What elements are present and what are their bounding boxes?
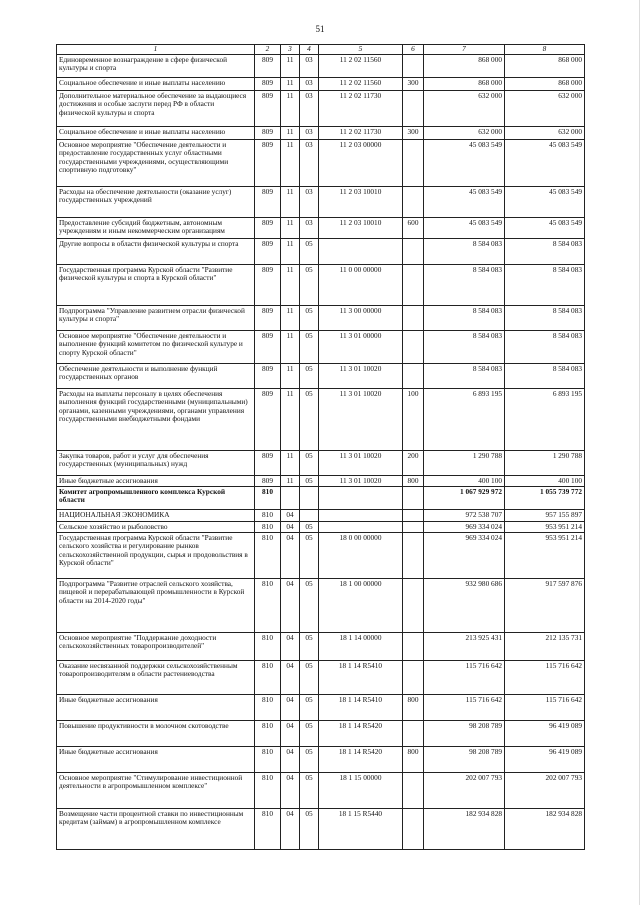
- row-amount-year-1: 182 934 828: [424, 809, 505, 850]
- table-row: [57, 331, 585, 364]
- row-amount-year-1: 1 290 788: [424, 451, 505, 476]
- row-section: 11: [281, 364, 300, 389]
- row-expense-type: [403, 809, 424, 850]
- row-amount-year-1: 1 067 929 972: [424, 487, 505, 510]
- row-expense-type: [403, 239, 424, 265]
- table-row: [57, 265, 585, 306]
- row-amount-year-2: 953 951 214: [505, 533, 585, 579]
- row-subsection: 05: [300, 389, 319, 451]
- row-amount-year-2: 1 290 788: [505, 451, 585, 476]
- row-expense-type: [403, 633, 424, 661]
- row-expense-type: 600: [403, 218, 424, 239]
- table-row: [57, 239, 585, 265]
- row-target-article: 18 1 15 00000: [319, 773, 403, 809]
- row-grbs: 810: [255, 661, 281, 695]
- column-number: 6: [403, 45, 424, 55]
- row-amount-year-2: 182 934 828: [505, 809, 585, 850]
- row-grbs: 810: [255, 510, 281, 522]
- row-grbs: 810: [255, 695, 281, 721]
- row-amount-year-1: 972 538 707: [424, 510, 505, 522]
- row-grbs: 810: [255, 522, 281, 533]
- row-subsection: 05: [300, 306, 319, 331]
- row-target-article: 11 2 02 11560: [319, 78, 403, 91]
- row-section: 11: [281, 218, 300, 239]
- row-subsection: 05: [300, 661, 319, 695]
- row-name: Основное мероприятие "Поддержание доходности сельскохозяйственных товаропроизводителей": [57, 633, 255, 661]
- row-name: Оказание несвязанной поддержки сельскохозяйственным товаропроизводителям в области растениеводства: [57, 661, 255, 695]
- row-target-article: 11 2 02 11560: [319, 55, 403, 78]
- table-row: [57, 127, 585, 140]
- row-grbs: 810: [255, 579, 281, 633]
- row-target-article: 11 2 02 11730: [319, 127, 403, 140]
- row-name: Комитет агропромышленного комплекса Курской области: [57, 487, 255, 510]
- row-section: 04: [281, 661, 300, 695]
- row-target-article: 11 3 01 10020: [319, 389, 403, 451]
- row-grbs: 810: [255, 633, 281, 661]
- row-target-article: 18 1 14 R5410: [319, 661, 403, 695]
- row-amount-year-1: 8 584 083: [424, 364, 505, 389]
- row-target-article: 18 1 14 00000: [319, 633, 403, 661]
- table-row: [57, 364, 585, 389]
- row-amount-year-2: 202 007 793: [505, 773, 585, 809]
- row-grbs: 810: [255, 487, 281, 510]
- row-target-article: 18 1 14 R5420: [319, 721, 403, 747]
- row-name: Расходы на выплаты персоналу в целях обеспечения выполнения функций государственными (муниципальными) органами, казенными учреждениями, органами управления государственными внебюджетными фондами: [57, 389, 255, 451]
- row-expense-type: [403, 533, 424, 579]
- row-grbs: 810: [255, 773, 281, 809]
- row-section: 11: [281, 78, 300, 91]
- row-amount-year-2: 868 000: [505, 78, 585, 91]
- row-section: 04: [281, 721, 300, 747]
- row-name: Государственная программа Курской области "Развитие сельского хозяйства и регулирование рынков сельскохозяйственной продукции, сырья и продовольствия в Курской области": [57, 533, 255, 579]
- row-amount-year-1: 45 083 549: [424, 140, 505, 187]
- row-target-article: 11 2 03 10010: [319, 218, 403, 239]
- row-name: Возмещение части процентной ставки по инвестиционным кредитам (займам) в агропромышленном комплексе: [57, 809, 255, 850]
- row-amount-year-2: 96 419 089: [505, 747, 585, 773]
- row-subsection: 03: [300, 218, 319, 239]
- table-row: [57, 721, 585, 747]
- column-number-row: [57, 45, 585, 55]
- row-target-article: 11 3 01 10020: [319, 451, 403, 476]
- row-name: Повышение продуктивности в молочном скотоводстве: [57, 721, 255, 747]
- row-amount-year-2: 8 584 083: [505, 331, 585, 364]
- row-amount-year-2: 45 083 549: [505, 140, 585, 187]
- row-grbs: 809: [255, 140, 281, 187]
- row-target-article: 11 3 01 10020: [319, 476, 403, 487]
- table-row: [57, 661, 585, 695]
- row-grbs: 809: [255, 91, 281, 127]
- row-amount-year-1: 932 980 686: [424, 579, 505, 633]
- row-amount-year-1: 400 100: [424, 476, 505, 487]
- row-amount-year-1: 868 000: [424, 78, 505, 91]
- row-subsection: 05: [300, 476, 319, 487]
- row-name: Закупка товаров, работ и услуг для обеспечения государственных (муниципальных) нужд: [57, 451, 255, 476]
- row-target-article: [319, 522, 403, 533]
- row-grbs: 809: [255, 187, 281, 218]
- row-amount-year-1: 8 584 083: [424, 306, 505, 331]
- row-amount-year-1: 98 208 789: [424, 721, 505, 747]
- row-target-article: 11 3 01 10020: [319, 364, 403, 389]
- row-amount-year-2: 115 716 642: [505, 695, 585, 721]
- row-subsection: 03: [300, 55, 319, 78]
- table-row: [57, 55, 585, 78]
- row-expense-type: [403, 187, 424, 218]
- row-subsection: 05: [300, 747, 319, 773]
- table-row: [57, 579, 585, 633]
- column-number: 8: [505, 45, 585, 55]
- row-amount-year-2: 953 951 214: [505, 522, 585, 533]
- row-subsection: 03: [300, 91, 319, 127]
- row-amount-year-2: 1 055 739 772: [505, 487, 585, 510]
- table-row: [57, 510, 585, 522]
- row-expense-type: 800: [403, 747, 424, 773]
- row-amount-year-1: 213 925 431: [424, 633, 505, 661]
- row-amount-year-2: 632 000: [505, 91, 585, 127]
- row-subsection: 05: [300, 579, 319, 633]
- row-subsection: 05: [300, 695, 319, 721]
- row-subsection: 05: [300, 773, 319, 809]
- row-amount-year-2: 8 584 083: [505, 306, 585, 331]
- row-target-article: 11 2 02 11730: [319, 91, 403, 127]
- row-expense-type: [403, 331, 424, 364]
- table-row: [57, 218, 585, 239]
- table-row: [57, 809, 585, 850]
- row-section: 11: [281, 451, 300, 476]
- row-expense-type: [403, 487, 424, 510]
- row-section: 11: [281, 306, 300, 331]
- row-amount-year-1: 632 000: [424, 127, 505, 140]
- row-target-article: 18 0 00 00000: [319, 533, 403, 579]
- row-expense-type: 300: [403, 127, 424, 140]
- table-row: [57, 487, 585, 510]
- column-number: 2: [255, 45, 281, 55]
- row-target-article: 11 3 01 00000: [319, 331, 403, 364]
- row-amount-year-2: 917 597 876: [505, 579, 585, 633]
- table-row: [57, 187, 585, 218]
- row-target-article: [319, 487, 403, 510]
- row-grbs: 809: [255, 451, 281, 476]
- row-amount-year-2: 8 584 083: [505, 239, 585, 265]
- table-row: [57, 633, 585, 661]
- row-subsection: 05: [300, 265, 319, 306]
- row-expense-type: [403, 773, 424, 809]
- row-expense-type: [403, 364, 424, 389]
- row-grbs: 809: [255, 265, 281, 306]
- page-number: 51: [315, 24, 325, 34]
- row-subsection: 05: [300, 533, 319, 579]
- row-subsection: [300, 510, 319, 522]
- row-target-article: 18 1 14 R5410: [319, 695, 403, 721]
- column-number: 5: [319, 45, 403, 55]
- row-grbs: 809: [255, 389, 281, 451]
- row-amount-year-2: 6 893 195: [505, 389, 585, 451]
- row-section: [281, 487, 300, 510]
- row-name: Обеспечение деятельности и выполнение функций государственных органов: [57, 364, 255, 389]
- row-subsection: 05: [300, 721, 319, 747]
- row-target-article: 11 0 00 00000: [319, 265, 403, 306]
- row-section: 04: [281, 579, 300, 633]
- row-amount-year-2: 868 000: [505, 55, 585, 78]
- row-expense-type: [403, 55, 424, 78]
- row-expense-type: [403, 522, 424, 533]
- row-name: НАЦИОНАЛЬНАЯ ЭКОНОМИКА: [57, 510, 255, 522]
- table-row: [57, 389, 585, 451]
- row-subsection: [300, 487, 319, 510]
- row-amount-year-2: 45 083 549: [505, 218, 585, 239]
- row-expense-type: 300: [403, 78, 424, 91]
- table-row: [57, 451, 585, 476]
- row-name: Основное мероприятие "Обеспечение деятельности и предоставление государственных услуг областными государственными учреждениями, осуществляющими спортивную подготовку": [57, 140, 255, 187]
- row-name: Другие вопросы в области физической культуры и спорта: [57, 239, 255, 265]
- column-number: 7: [424, 45, 505, 55]
- row-amount-year-1: 115 716 642: [424, 695, 505, 721]
- row-amount-year-1: 45 083 549: [424, 218, 505, 239]
- row-section: 11: [281, 389, 300, 451]
- row-amount-year-1: 8 584 083: [424, 331, 505, 364]
- row-name: Подпрограмма "Управление развитием отрасли физической культуры и спорта": [57, 306, 255, 331]
- row-grbs: 809: [255, 364, 281, 389]
- row-subsection: 05: [300, 809, 319, 850]
- row-grbs: 809: [255, 306, 281, 331]
- row-target-article: 11 2 03 00000: [319, 140, 403, 187]
- table-row: [57, 140, 585, 187]
- row-target-article: [319, 510, 403, 522]
- row-amount-year-2: 957 155 897: [505, 510, 585, 522]
- row-grbs: 809: [255, 476, 281, 487]
- row-amount-year-2: 400 100: [505, 476, 585, 487]
- row-amount-year-2: 8 584 083: [505, 364, 585, 389]
- row-subsection: 03: [300, 140, 319, 187]
- row-expense-type: [403, 721, 424, 747]
- row-target-article: 18 1 14 R5420: [319, 747, 403, 773]
- row-target-article: [319, 239, 403, 265]
- row-section: 04: [281, 747, 300, 773]
- row-amount-year-1: 202 007 793: [424, 773, 505, 809]
- row-grbs: 810: [255, 809, 281, 850]
- row-subsection: 03: [300, 78, 319, 91]
- row-name: Иные бюджетные ассигнования: [57, 476, 255, 487]
- row-amount-year-1: 8 584 083: [424, 239, 505, 265]
- row-expense-type: [403, 306, 424, 331]
- row-name: Подпрограмма "Развитие отраслей сельского хозяйства, пищевой и перерабатывающей промышленности в Курской области на 2014-2020 годы": [57, 579, 255, 633]
- row-subsection: 05: [300, 331, 319, 364]
- row-name: Расходы на обеспечение деятельности (оказание услуг) государственных учреждений: [57, 187, 255, 218]
- row-name: Государственная программа Курской области "Развитие физической культуры и спорта в Курской области": [57, 265, 255, 306]
- table-row: [57, 306, 585, 331]
- row-subsection: 05: [300, 451, 319, 476]
- row-expense-type: [403, 510, 424, 522]
- table-row: [57, 747, 585, 773]
- row-grbs: 810: [255, 721, 281, 747]
- row-expense-type: [403, 140, 424, 187]
- row-amount-year-2: 8 584 083: [505, 265, 585, 306]
- row-amount-year-1: 115 716 642: [424, 661, 505, 695]
- row-subsection: 05: [300, 364, 319, 389]
- column-number: 1: [57, 45, 255, 55]
- row-amount-year-1: 632 000: [424, 91, 505, 127]
- row-name: Основное мероприятие "Обеспечение деятельности и выполнение функций комитетом по физической культуре и спорту Курской области": [57, 331, 255, 364]
- row-expense-type: [403, 265, 424, 306]
- row-grbs: 809: [255, 331, 281, 364]
- row-section: 04: [281, 522, 300, 533]
- row-section: 11: [281, 476, 300, 487]
- row-grbs: 810: [255, 533, 281, 579]
- row-expense-type: 800: [403, 476, 424, 487]
- table-body: [57, 55, 585, 850]
- row-section: 11: [281, 140, 300, 187]
- row-amount-year-1: 6 893 195: [424, 389, 505, 451]
- row-section: 04: [281, 533, 300, 579]
- row-amount-year-2: 632 000: [505, 127, 585, 140]
- row-name: Предоставление субсидий бюджетным, автономным учреждениям и иным некоммерческим организациям: [57, 218, 255, 239]
- row-expense-type: 800: [403, 695, 424, 721]
- row-target-article: 18 1 15 R5440: [319, 809, 403, 850]
- row-amount-year-1: 45 083 549: [424, 187, 505, 218]
- table-row: [57, 773, 585, 809]
- row-section: 11: [281, 187, 300, 218]
- column-number: 4: [300, 45, 319, 55]
- table-row: [57, 695, 585, 721]
- row-expense-type: [403, 91, 424, 127]
- row-subsection: 05: [300, 633, 319, 661]
- row-name: Дополнительное материальное обеспечение за выдающиеся достижения и особые заслуги перед РФ в области физической культуры и спорта: [57, 91, 255, 127]
- row-amount-year-1: 98 208 789: [424, 747, 505, 773]
- row-amount-year-2: 96 419 089: [505, 721, 585, 747]
- row-section: 11: [281, 91, 300, 127]
- row-name: Основное мероприятие "Стимулирование инвестиционной деятельности в агропромышленном комплексе": [57, 773, 255, 809]
- row-section: 11: [281, 331, 300, 364]
- row-grbs: 809: [255, 55, 281, 78]
- row-amount-year-1: 969 334 024: [424, 533, 505, 579]
- row-subsection: 03: [300, 187, 319, 218]
- row-section: 11: [281, 55, 300, 78]
- row-amount-year-2: 115 716 642: [505, 661, 585, 695]
- row-target-article: 11 2 03 10010: [319, 187, 403, 218]
- row-section: 04: [281, 633, 300, 661]
- table-row: [57, 522, 585, 533]
- row-amount-year-1: 969 334 024: [424, 522, 505, 533]
- budget-table: [56, 44, 585, 850]
- table-row: [57, 476, 585, 487]
- row-subsection: 03: [300, 127, 319, 140]
- row-name: Социальное обеспечение и иные выплаты населению: [57, 127, 255, 140]
- row-subsection: 05: [300, 239, 319, 265]
- row-name: Сельское хозяйство и рыболовство: [57, 522, 255, 533]
- row-section: 11: [281, 127, 300, 140]
- row-section: 04: [281, 773, 300, 809]
- table-row: [57, 91, 585, 127]
- row-section: 04: [281, 695, 300, 721]
- row-grbs: 809: [255, 127, 281, 140]
- row-subsection: 05: [300, 522, 319, 533]
- column-number: 3: [281, 45, 300, 55]
- row-name: Единовременное вознаграждение в сфере физической культуры и спорта: [57, 55, 255, 78]
- row-amount-year-1: 868 000: [424, 55, 505, 78]
- row-target-article: 18 1 00 00000: [319, 579, 403, 633]
- row-amount-year-2: 212 135 731: [505, 633, 585, 661]
- row-grbs: 809: [255, 239, 281, 265]
- row-section: 11: [281, 265, 300, 306]
- row-section: 11: [281, 239, 300, 265]
- row-grbs: 809: [255, 78, 281, 91]
- row-grbs: 809: [255, 218, 281, 239]
- row-expense-type: [403, 579, 424, 633]
- row-amount-year-2: 45 083 549: [505, 187, 585, 218]
- row-grbs: 810: [255, 747, 281, 773]
- row-name: Иные бюджетные ассигнования: [57, 695, 255, 721]
- row-expense-type: [403, 661, 424, 695]
- row-name: Иные бюджетные ассигнования: [57, 747, 255, 773]
- table-row: [57, 533, 585, 579]
- row-section: 04: [281, 510, 300, 522]
- row-expense-type: 200: [403, 451, 424, 476]
- row-amount-year-1: 8 584 083: [424, 265, 505, 306]
- row-expense-type: 100: [403, 389, 424, 451]
- row-section: 04: [281, 809, 300, 850]
- row-target-article: 11 3 00 00000: [319, 306, 403, 331]
- table-row: [57, 78, 585, 91]
- row-name: Социальное обеспечение и иные выплаты населению: [57, 78, 255, 91]
